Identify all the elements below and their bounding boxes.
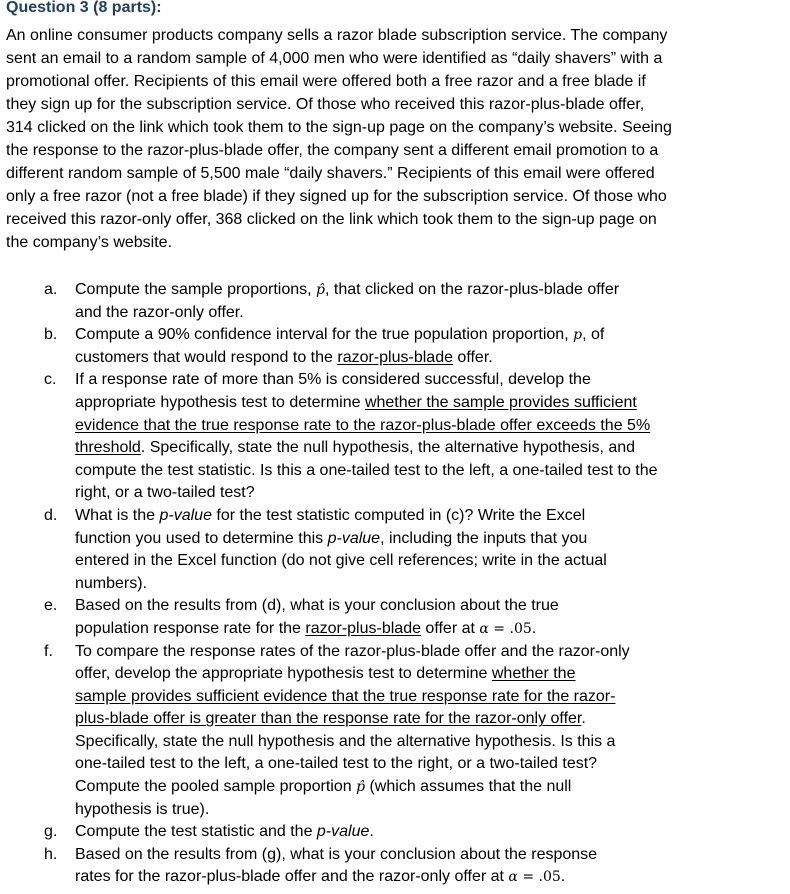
part-text: numbers). [75, 574, 148, 592]
part-b [44, 324, 784, 369]
part-text: offer, develop the appropriate hypothesis test to determine [75, 665, 492, 683]
intro-line: 314 clicked on the link which took them to the sign-up page on the company’s website. Seeing [6, 119, 672, 136]
part-marker: h. [44, 845, 58, 863]
intro-line: only a free razor (not a free blade) if they signed up for the subscription service. Of those who [6, 188, 667, 205]
alpha-value: = .05 [517, 869, 561, 886]
part-text: (which assumes that the null [365, 778, 572, 796]
part-text: If a response rate of more than 5% is considered successful, develop the [75, 371, 591, 389]
part-text: Compute the test statistic and the [75, 823, 317, 841]
intro-line: different random sample of 5,500 male “daily shavers.” Recipients of this email were offered [6, 165, 655, 182]
intro-line: the company’s website. [6, 234, 173, 251]
part-text: one-tailed test to the left, a one-tailed test to the right, or a two-tailed test? [75, 755, 598, 773]
part-text: Specifically, state the null hypothesis and the alternative hypothesis. Is this a [75, 732, 616, 750]
part-text: right, or a two-tailed test? [75, 484, 255, 502]
part-text: function you used to determine this [75, 529, 328, 547]
part-text: What is the [75, 506, 160, 524]
alpha-symbol: α [508, 869, 518, 886]
part-text: , that clicked on the razor-plus-blade offer [324, 281, 620, 298]
underlined-text: plus-blade offer is greater than the response rate for the razor-only offer [75, 710, 582, 728]
part-text: , including the inputs that you [380, 529, 588, 547]
part-marker: g. [44, 823, 58, 841]
part-e [44, 595, 784, 640]
underlined-text: sample provides sufficient evidence that the true response rate for the razor- [75, 687, 616, 705]
part-text: hypothesis is true). [75, 800, 210, 818]
underlined-text: evidence that the true response rate to the razor-plus-blade offer exceeds the 5% [75, 416, 651, 434]
part-text: for the test statistic computed in (c)? Write the Excel [211, 506, 586, 524]
underlined-text: razor-plus-blade [337, 348, 453, 366]
part-text: , of [582, 326, 605, 344]
part-f [44, 641, 784, 822]
part-text: Compute the sample proportions, [75, 281, 317, 298]
part-text: Compute the pooled sample proportion [75, 778, 357, 796]
part-text: . [581, 710, 586, 728]
intro-line: An online consumer products company sells a razor blade subscription service. The company [6, 27, 668, 44]
part-text: . [369, 823, 374, 841]
part-text: Based on the results from (d), what is your conclusion about the true [75, 597, 559, 615]
underlined-text: whether the sample provides sufficient [364, 393, 637, 411]
underlined-text: threshold [75, 439, 141, 457]
p-value-term: p-value [159, 506, 212, 524]
p-value-term: p-value [316, 823, 370, 841]
p-symbol: p [573, 327, 583, 344]
part-marker: d. [44, 506, 58, 524]
part-text: compute the test statistic. Is this a one-tailed test to the left, a one-tailed test to the [75, 461, 658, 479]
intro-line: the response to the razor-plus-blade offer, the company sent a different email promotion to a [6, 142, 659, 159]
intro-line: they sign up for the subscription service. Of those who received this razor-plus-blade offer, [6, 96, 645, 113]
part-d [44, 505, 784, 595]
p-hat-symbol: p̂ [316, 282, 325, 298]
question-intro [6, 24, 784, 254]
part-text: customers that would respond to the [75, 348, 338, 366]
part-text: offer at [420, 619, 480, 637]
part-text: and the razor-only offer. [75, 303, 244, 321]
part-g [44, 821, 784, 844]
p-value-term: p-value [327, 529, 381, 547]
part-text: Based on the results from (g), what is your conclusion about the response [75, 845, 598, 863]
part-text: population response rate for the [75, 619, 306, 637]
parts-list [44, 279, 784, 889]
alpha-symbol: α [479, 620, 489, 637]
intro-line: received this razor-only offer, 368 clicked on the link which took them to the sign-up page on [6, 211, 657, 228]
part-marker: c. [44, 371, 57, 389]
part-a [44, 279, 784, 324]
part-text: . Specifically, state the null hypothesis, the alternative hypothesis, and [140, 439, 636, 457]
p-hat-symbol: p̂ [356, 779, 366, 796]
intro-line: sent an email to a random sample of 4,000 men who were identified as “daily shavers” with a [6, 50, 663, 67]
part-h [44, 844, 784, 889]
question-title: Question 3 (8 parts): [6, 0, 162, 16]
part-text: Compute a 90% confidence interval for the true population proportion, [75, 326, 574, 344]
alpha-value: = .05 [488, 620, 532, 637]
part-marker: e. [44, 597, 58, 615]
part-text: appropriate hypothesis test to determine [75, 393, 365, 411]
part-text: entered in the Excel function (do not give cell references; write in the actual [75, 552, 607, 570]
intro-line: promotional offer. Recipients of this email were offered both a free razor and a free blade if [6, 73, 646, 90]
part-text: . [531, 619, 537, 637]
underlined-text: razor-plus-blade [305, 619, 421, 637]
part-text: rates for the razor-plus-blade offer and the razor-only offer at [75, 868, 509, 886]
part-c [44, 369, 784, 505]
part-text: offer. [452, 348, 493, 366]
part-marker: f. [44, 642, 53, 660]
part-marker: a. [44, 281, 58, 298]
part-marker: b. [44, 326, 58, 344]
part-text: To compare the response rates of the razor-plus-blade offer and the razor-only [75, 642, 630, 660]
underlined-text: whether the [491, 665, 576, 683]
part-text: . [560, 868, 566, 886]
